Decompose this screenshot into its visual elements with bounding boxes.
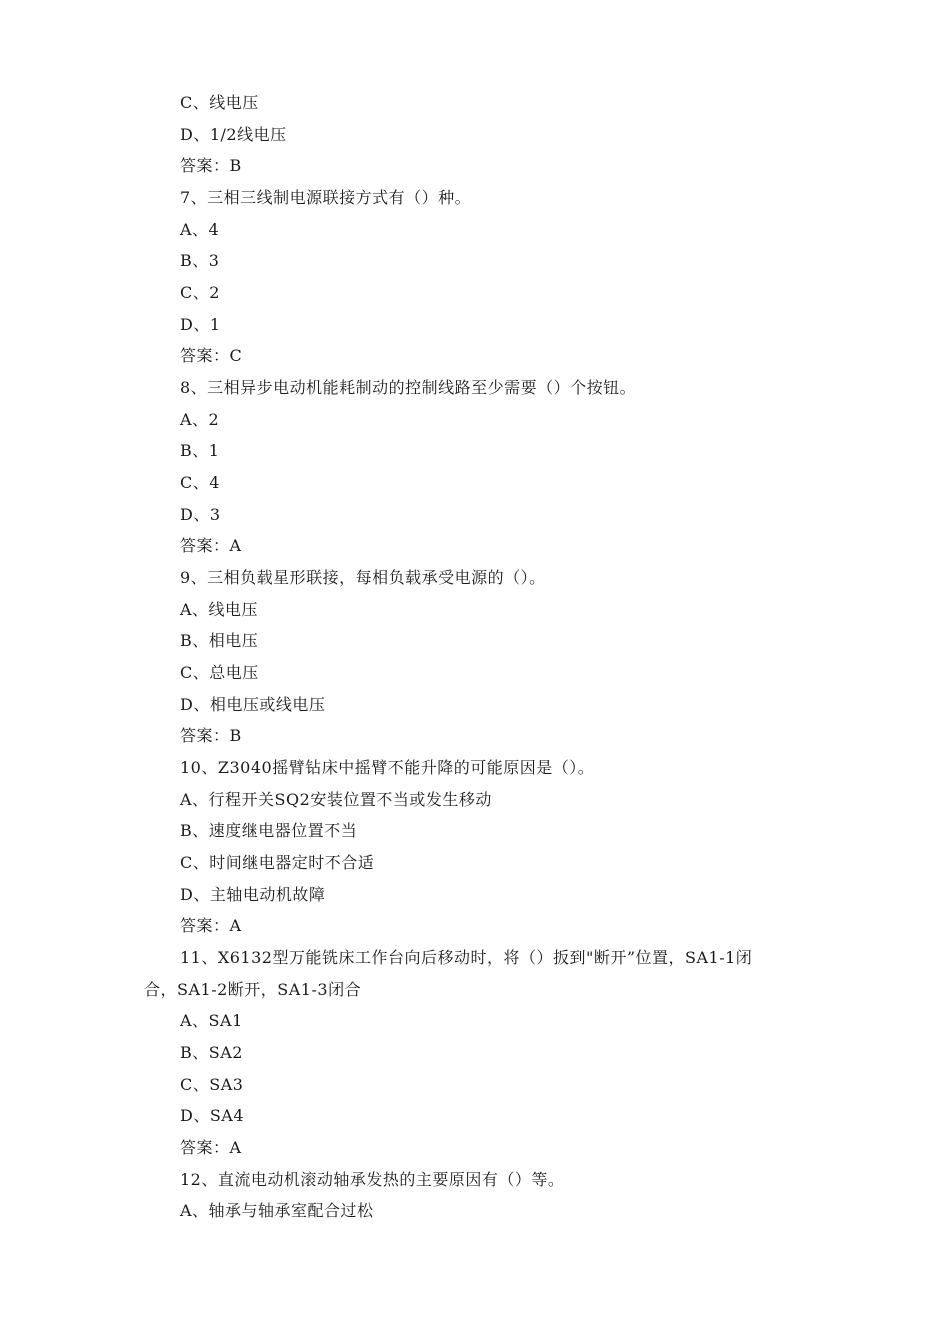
option-line: D、1/2线电压 <box>180 125 287 144</box>
option-line: B、SA2 <box>180 1043 243 1062</box>
option-line: D、3 <box>180 505 221 524</box>
option-line: A、SA1 <box>180 1011 243 1030</box>
question-line: 12、直流电动机滚动轴承发热的主要原因有（）等。 <box>180 1170 565 1189</box>
question-line: 8、三相异步电动机能耗制动的控制线路至少需要（）个按钮。 <box>180 378 637 397</box>
option-line: D、1 <box>180 315 221 334</box>
option-line: C、4 <box>180 473 220 492</box>
option-line: B、3 <box>180 251 220 270</box>
question-line: 7、三相三线制电源联接方式有（）种。 <box>180 188 472 207</box>
option-line: C、SA3 <box>180 1075 244 1094</box>
option-line: A、轴承与轴承室配合过松 <box>180 1201 374 1220</box>
option-line: A、4 <box>180 220 220 239</box>
option-line: A、2 <box>180 410 220 429</box>
answer-line: 答案：A <box>180 1138 242 1157</box>
answer-line: 答案：B <box>180 156 242 175</box>
option-line: C、总电压 <box>180 663 259 682</box>
option-line: B、1 <box>180 441 220 460</box>
question-line: 11、X6132型万能铣床工作台向后移动时，将（）扳到"断开”位置，SA1-1闭 <box>180 948 753 967</box>
option-line: D、SA4 <box>180 1106 245 1125</box>
question-line: 10、Z3040摇臂钻床中摇臂不能升降的可能原因是（）。 <box>180 758 595 777</box>
option-line: D、主轴电动机故障 <box>180 885 326 904</box>
answer-line: 答案：A <box>180 916 242 935</box>
answer-line: 答案：C <box>180 346 243 365</box>
option-line: C、线电压 <box>180 93 259 112</box>
option-line: A、行程开关SQ2安装位置不当或发生移动 <box>180 790 492 809</box>
option-line: A、线电压 <box>180 600 259 619</box>
option-line: D、相电压或线电压 <box>180 695 326 714</box>
option-line: C、2 <box>180 283 220 302</box>
answer-line: 答案：A <box>180 536 242 555</box>
option-line: C、时间继电器定时不合适 <box>180 853 375 872</box>
option-line: B、相电压 <box>180 631 259 650</box>
option-line: B、速度继电器位置不当 <box>180 821 358 840</box>
question-line: 9、三相负载星形联接，每相负载承受电源的（）。 <box>180 568 546 587</box>
question-continuation-line: 合，SA1-2断开，SA1-3闭合 <box>144 980 362 999</box>
answer-line: 答案：B <box>180 726 242 745</box>
